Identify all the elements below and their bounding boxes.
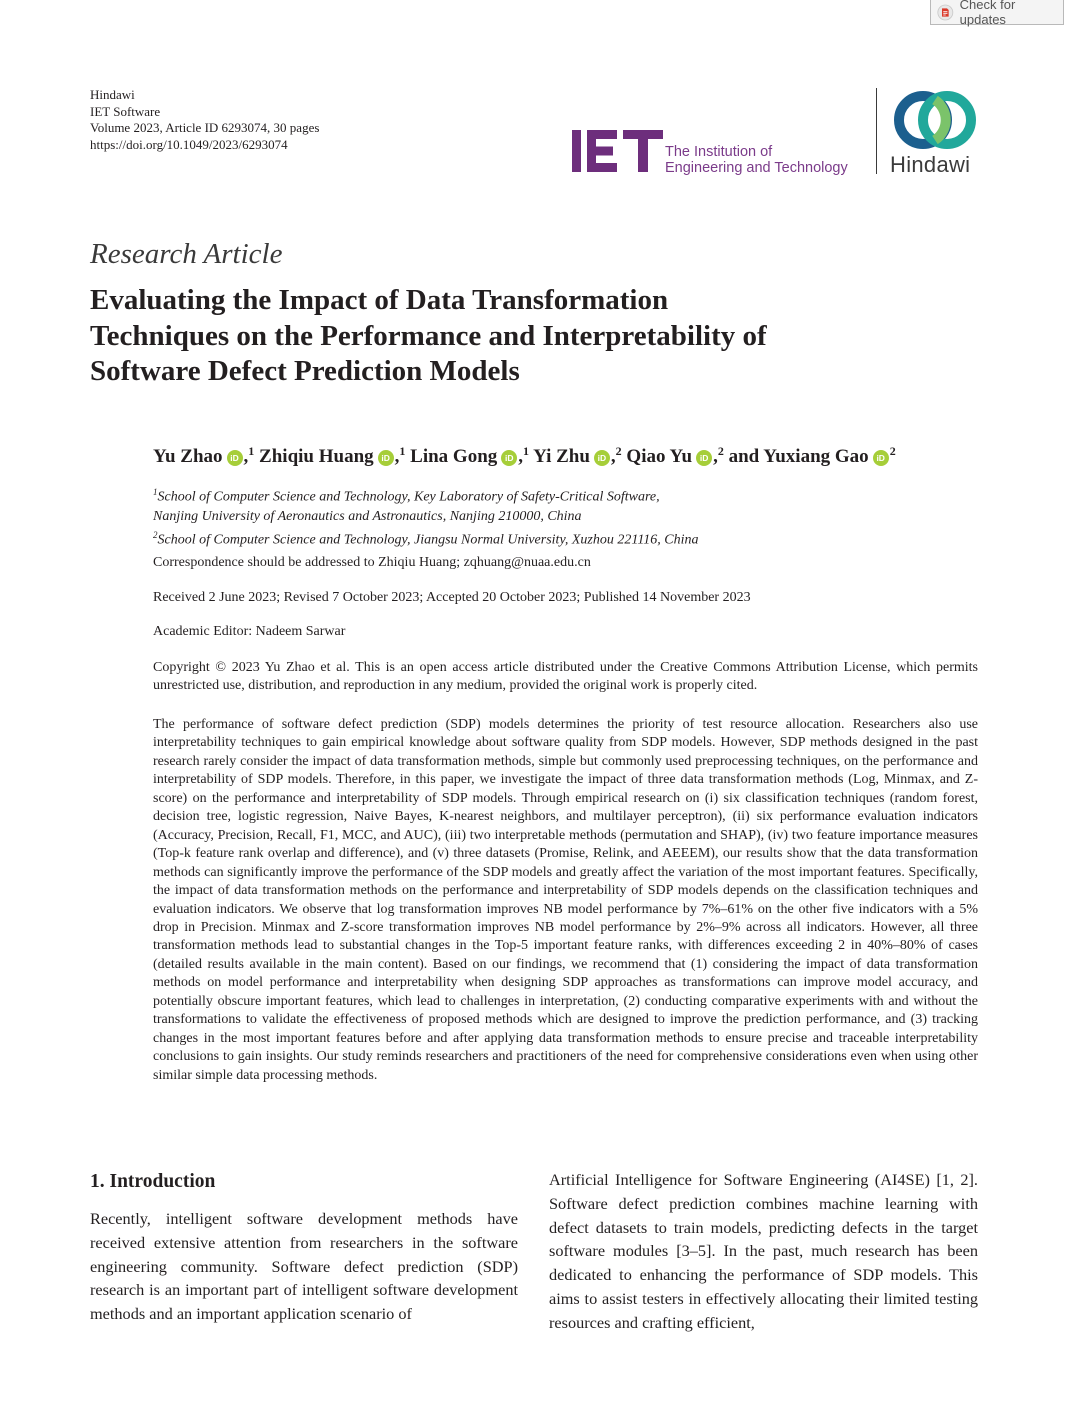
- hindawi-wordmark: Hindawi: [890, 152, 971, 177]
- affiliation-sup: 1: [153, 487, 158, 497]
- title-line: Techniques on the Performance and Interpretability of: [90, 319, 767, 352]
- iet-name-line1: The Institution of: [665, 144, 773, 160]
- copyright-notice: Copyright © 2023 Yu Zhao et al. This is an open access article distributed under the Creative Commons Attribution License, which permits unrestricted use, distribution, and reproduction in any medium, provided the original work is properly cited.: [153, 660, 978, 693]
- author-separator: ,: [243, 446, 249, 467]
- author-separator: ,: [394, 446, 400, 467]
- iet-name: [665, 144, 848, 176]
- intro-left-column: Recently, intelligent software development methods have received extensive attention from researchers in the software engineering community. Software defect prediction (SDP) research is an important part of intelligent software development methods and an important application scenario of: [90, 1209, 518, 1324]
- affiliation-sup: 2: [153, 529, 158, 540]
- check-for-updates-label: Check for updates: [959, 0, 1016, 27]
- orcid-icon[interactable]: iD: [378, 450, 394, 466]
- doi-link[interactable]: https://doi.org/10.1049/2023/6293074: [90, 136, 288, 152]
- iet-logo-icon: [572, 128, 667, 174]
- orcid-icon[interactable]: iD: [227, 450, 243, 466]
- author-affil-sup: 1: [248, 444, 255, 458]
- affiliation-line: [153, 526, 699, 550]
- affiliation-line: [153, 483, 699, 507]
- author-affil-sup: 1: [399, 444, 406, 458]
- correspondence: Correspondence should be addressed to Zhiqiu Huang; zqhuang@nuaa.edu.cn: [153, 555, 591, 570]
- publisher-name: Hindawi: [90, 87, 135, 102]
- title-line: Evaluating the Impact of Data Transformation: [90, 284, 669, 316]
- intro-right-column: Artificial Intelligence for Software Engineering (AI4SE) [1, 2]. Software defect prediction combines machine learning with defect datasets to train models, predicting defects in the target software modules [3–5]. In the past, much research has been dedicated to enhancing the performance of SDP models. This aims to assist testers in effectively allocating their limited testing resources and crafting efficient,: [549, 1170, 978, 1332]
- section-heading-introduction: 1. Introduction: [90, 1171, 216, 1192]
- affiliations: [153, 483, 699, 549]
- author-name[interactable]: Yu Zhao: [153, 446, 223, 467]
- title-line: Software Defect Prediction Models: [90, 355, 520, 387]
- author-affil-sup: 1: [523, 444, 530, 458]
- orcid-icon[interactable]: iD: [594, 450, 610, 466]
- author-separator: ,: [518, 446, 524, 467]
- affiliation-text: School of Computer Science and Technology, Key Laboratory of Safety-Critical Software,: [157, 489, 660, 505]
- author-list: [153, 444, 896, 468]
- journal-info: [90, 87, 319, 153]
- check-for-updates-button[interactable]: [930, 0, 1064, 25]
- hindawi-logo-icon: [890, 88, 980, 154]
- orcid-icon[interactable]: iD: [696, 450, 712, 466]
- author-conjunction: and: [728, 446, 760, 467]
- affiliation-text: Nanjing University of Aeronautics and Astronautics, Nanjing 210000, China: [153, 508, 582, 524]
- affiliation-line: [153, 507, 699, 526]
- author-name[interactable]: Yi Zhu: [533, 446, 590, 467]
- affiliation-text: School of Computer Science and Technology, Jiangsu Normal University, Xuzhou 221116, China: [157, 532, 699, 548]
- author-name[interactable]: Yuxiang Gao: [763, 446, 869, 467]
- orcid-icon[interactable]: iD: [873, 450, 889, 466]
- author-affil-sup: 2: [615, 444, 622, 458]
- journal-name: IET Software: [90, 103, 161, 119]
- publication-dates: Received 2 June 2023; Revised 7 October 2023; Accepted 20 October 2023; Published 14 November 2023: [153, 590, 751, 605]
- orcid-icon[interactable]: iD: [501, 450, 517, 466]
- author-name[interactable]: Lina Gong: [410, 446, 498, 467]
- logo-divider: [876, 88, 877, 174]
- volume-info: Volume 2023, Article ID 6293074, 30 pages: [90, 120, 320, 135]
- article-type: Research Article: [90, 238, 283, 270]
- author-affil-sup: 2: [889, 444, 896, 458]
- abstract: The performance of software defect prediction (SDP) models determines the priority of test resource allocation. Researchers also use interpretability techniques to gain empirical knowledge about software quality from SDP models. However, SDP methods designed in the past research rarely consider the impact of data transformation methods, simple but commonly used preprocessing techniques, on the performance and interpretability of SDP models. Therefore, in this paper, we investigate the impact of three data transformation methods (Log, Minmax, and Z-score) on the performance and interpretability of SDP models. Through empirical research on (i) six classification techniques (random forest, decision tree, logistic regression, Naive Bayes, K-nearest neighbors, and multilayer perceptron), (ii) six performance evaluation indicators (Accuracy, Precision, Recall, F1, MCC, and AUC), (iii) two interpretable methods (permutation and SHAP), (iv) two feature importance measures (Top-k feature rank overlap and difference), and (v) three datasets (Promise, Relink, and AEEEM), our results show that the data transformation methods can significantly improve the performance of the SDP models and greatly affect the variation of the most important features. Specifically, the impact of data transformation methods on the performance and interpretability of SDP models depends on the classification techniques and evaluation indicators. We observe that log transformation improves NB model performance by 7%–61% on the other five indicators with a 5% drop in Precision. Minmax and Z-score transformation improves NB model performance by 2%–9% across all indicators. However, all three transformation methods lead to substantial changes in the Top-5 important feature ranks, with differences exceeding 2 in 40%–80% of cases (detailed results available in the main content). Based on our findings, we recommend that (1) considering the impact of data transformation methods on model performance and interpretability when designing SDP approaches as transformations can improve model accuracy, and potentially obscure important features, which lead to challenges in interpretation, (2) conducting comparative experiments with and without the transformations to validate the effectiveness of proposed methods which are designed to improve the prediction performance, and (3) tracking changes in the most important features before and after applying data transformation methods to ensure precise and traceable interpretability conclusions to gain insights. Our study reminds researchers and practitioners of the need for comprehensive considerations even when using other similar simple data processing methods.: [153, 717, 978, 1083]
- check-updates-icon: [937, 4, 954, 21]
- author-name[interactable]: Qiao Yu: [626, 446, 693, 467]
- author-affil-sup: 2: [717, 444, 724, 458]
- iet-name-line2: Engineering and Technology: [665, 160, 848, 176]
- academic-editor: Academic Editor: Nadeem Sarwar: [153, 624, 346, 639]
- author-name[interactable]: Zhiqiu Huang: [259, 446, 374, 467]
- author-separator: ,: [610, 446, 616, 467]
- article-title: [90, 283, 990, 390]
- author-separator: ,: [713, 446, 718, 467]
